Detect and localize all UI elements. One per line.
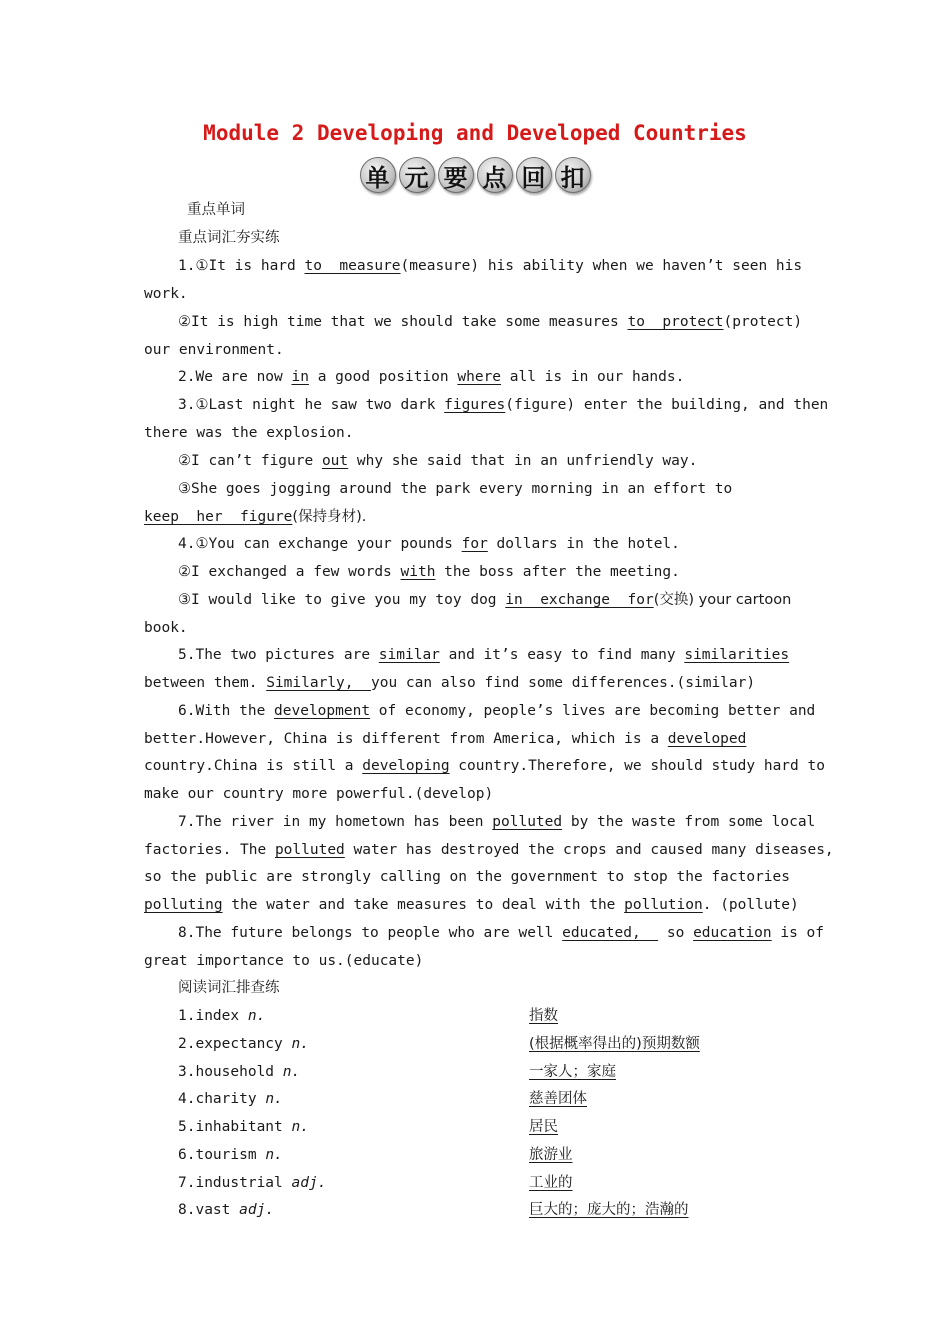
- answer-blank: Similarly,: [266, 675, 371, 691]
- text-segment: ②I can’t figure: [178, 453, 322, 469]
- vocab-meaning: 旅游业: [529, 1147, 573, 1163]
- exercise-line: [144, 729, 746, 749]
- vocab-term: [178, 1089, 283, 1109]
- text-segment: a good position: [308, 369, 458, 385]
- vocab-term: [178, 1062, 300, 1082]
- answer-blank: in: [291, 369, 309, 385]
- text-segment: factories. The: [144, 842, 275, 858]
- answer-blank: pollution: [624, 897, 703, 913]
- text-segment: n.: [291, 1119, 309, 1135]
- text-segment: adj.: [239, 1202, 275, 1218]
- answer-blank: similar: [378, 647, 440, 663]
- text-segment: better.However, China is different from America, which is a: [144, 731, 668, 747]
- text-segment: is of: [771, 925, 825, 941]
- answer-blank: with: [400, 564, 436, 580]
- text-segment: tourism: [195, 1147, 257, 1163]
- exercise-line: [178, 923, 824, 943]
- exercise-line: [144, 840, 834, 860]
- text-segment: adj.: [291, 1175, 327, 1191]
- exercise-line: [178, 701, 815, 721]
- vocab-meaning: 巨大的；庞大的；浩瀚的: [529, 1202, 689, 1218]
- exercise-line: [144, 895, 799, 915]
- exercise-line: make our country more powerful.(develop): [144, 786, 494, 802]
- exercise-line: [178, 367, 684, 387]
- text-segment: 5.The two pictures are: [178, 647, 379, 663]
- text-segment: 6.With the: [178, 703, 275, 719]
- vocab-term: [178, 1117, 309, 1137]
- text-segment: industrial: [195, 1175, 283, 1191]
- vocab-term: [178, 1145, 283, 1165]
- text-segment: dollars in the hotel.: [487, 536, 680, 552]
- exercise-line: [178, 312, 802, 332]
- text-segment: n.: [282, 1064, 301, 1080]
- text-segment: 2.: [178, 1036, 196, 1052]
- banner-char: 扣: [555, 157, 591, 193]
- text-segment: 2.We are now: [178, 369, 292, 385]
- exercise-line: [178, 590, 791, 610]
- text-segment: ②It is high time that we should take some measures: [178, 314, 628, 330]
- answer-blank: to measure: [304, 258, 401, 274]
- answer-blank: development: [274, 703, 371, 719]
- exercise-line: ③She goes jogging around the park every morning in an effort to: [178, 481, 733, 497]
- text-segment: expectancy: [195, 1036, 283, 1052]
- text-segment: the water and take measures to deal with the: [222, 897, 625, 913]
- page-title: Module 2 Developing and Developed Countries: [203, 121, 747, 145]
- answer-blank: polluted: [492, 814, 563, 830]
- text-segment: country.Therefore, we should study hard to: [449, 758, 825, 774]
- text-segment: and it’s easy to find many: [439, 647, 685, 663]
- answer-blank: figures: [444, 397, 506, 413]
- text-segment: ③I would like to give you my toy dog: [178, 592, 506, 608]
- answer-blank: developing: [362, 758, 450, 774]
- banner-char: 单: [360, 157, 396, 193]
- text-segment: why she said that in an unfriendly way.: [348, 453, 698, 469]
- text-segment: n.: [265, 1091, 283, 1107]
- text-segment: 8.: [178, 1202, 196, 1218]
- answer-blank: polluting: [144, 897, 223, 913]
- exercise-line: book.: [144, 620, 188, 636]
- text-segment: country.China is still a: [144, 758, 363, 774]
- text-segment: 4.①You can exchange your pounds: [178, 536, 462, 552]
- answer-blank: in exchange for: [505, 592, 654, 608]
- text-segment: vast: [195, 1202, 231, 1218]
- exercise-line: [144, 756, 825, 776]
- exercise-line: [178, 451, 697, 471]
- banner-char: 点: [477, 157, 513, 193]
- answer-blank: keep her figure: [144, 509, 293, 525]
- banner-char: 回: [516, 157, 552, 193]
- text-segment: n.: [265, 1147, 283, 1163]
- exercise-line: work.: [144, 286, 188, 302]
- text-segment: so: [658, 925, 694, 941]
- text-segment: 7.The river in my hometown has been: [178, 814, 493, 830]
- text-segment: 1.: [178, 1008, 196, 1024]
- text-segment: between them.: [144, 675, 267, 691]
- exercise-line: so the public are strongly calling on the government to stop the factories: [144, 869, 791, 885]
- text-segment: (交换) your cartoon: [653, 592, 792, 608]
- text-segment: 3.①Last night he saw two dark: [178, 397, 445, 413]
- text-segment: 7.: [178, 1175, 196, 1191]
- text-segment: the boss after the meeting.: [435, 564, 680, 580]
- text-segment: charity: [195, 1091, 257, 1107]
- vocab-meaning: 指数: [529, 1008, 558, 1024]
- sub-heading-key-vocab: 重点词汇夯实练: [178, 230, 280, 246]
- text-segment: household: [195, 1064, 275, 1080]
- text-segment: 4.: [178, 1091, 196, 1107]
- answer-blank: to protect: [627, 314, 724, 330]
- vocab-term: [178, 1173, 326, 1193]
- vocab-meaning: 工业的: [529, 1175, 573, 1191]
- sub-heading-reading-vocab: 阅读词汇排查练: [178, 980, 280, 996]
- exercise-line: great importance to us.(educate): [144, 953, 424, 969]
- vocab-term: [178, 1034, 309, 1054]
- vocab-meaning: 一家人；家庭: [529, 1064, 616, 1080]
- exercise-line: our environment.: [144, 342, 284, 358]
- text-segment: 5.: [178, 1119, 196, 1135]
- answer-blank: developed: [667, 731, 747, 747]
- vocab-term: [178, 1006, 265, 1026]
- answer-blank: similarities: [684, 647, 790, 663]
- vocab-meaning: (根据概率得出的)预期数额: [529, 1036, 700, 1052]
- section-heading: 重点单词: [187, 202, 245, 218]
- exercise-line: [144, 507, 366, 527]
- vocab-meaning: 慈善团体: [529, 1091, 587, 1107]
- exercise-line: [144, 673, 755, 693]
- text-segment: n.: [291, 1036, 309, 1052]
- exercise-line: [178, 812, 815, 832]
- text-segment: inhabitant: [195, 1119, 283, 1135]
- text-segment: water has destroyed the crops and caused many diseases,: [344, 842, 834, 858]
- answer-blank: out: [321, 453, 349, 469]
- exercise-line: [178, 395, 828, 415]
- vocab-term: [178, 1200, 274, 1220]
- text-segment: 3.: [178, 1064, 196, 1080]
- answer-blank: education: [693, 925, 772, 941]
- text-segment: (measure) his ability when we haven’t seen his: [400, 258, 803, 274]
- exercise-line: [178, 562, 680, 582]
- banner-char: 要: [438, 157, 474, 193]
- text-segment: you can also find some differences.(similar): [370, 675, 756, 691]
- text-segment: by the waste from some local: [562, 814, 816, 830]
- text-segment: . (pollute): [702, 897, 799, 913]
- text-segment: (protect): [723, 314, 803, 330]
- exercise-line: there was the explosion.: [144, 425, 354, 441]
- text-segment: (figure) enter the building, and then: [505, 397, 829, 413]
- answer-blank: educated,: [562, 925, 659, 941]
- vocab-meaning: 居民: [529, 1119, 558, 1135]
- text-segment: 1.①It is hard: [178, 258, 305, 274]
- text-segment: index: [195, 1008, 240, 1024]
- text-segment: all is in our hands.: [501, 369, 685, 385]
- text-segment: 8.The future belongs to people who are well: [178, 925, 563, 941]
- text-segment: ②I exchanged a few words: [178, 564, 401, 580]
- text-segment: (保持身材).: [292, 509, 367, 525]
- banner-char: 元: [399, 157, 435, 193]
- answer-blank: polluted: [274, 842, 345, 858]
- exercise-line: [178, 256, 802, 276]
- exercise-line: [178, 534, 680, 554]
- text-segment: n.: [247, 1008, 266, 1024]
- answer-blank: where: [457, 369, 502, 385]
- text-segment: of economy, people’s lives are becoming better and: [370, 703, 816, 719]
- exercise-line: [178, 645, 789, 665]
- text-segment: 6.: [178, 1147, 196, 1163]
- answer-blank: for: [461, 536, 488, 552]
- unit-key-points-banner: [0, 157, 950, 195]
